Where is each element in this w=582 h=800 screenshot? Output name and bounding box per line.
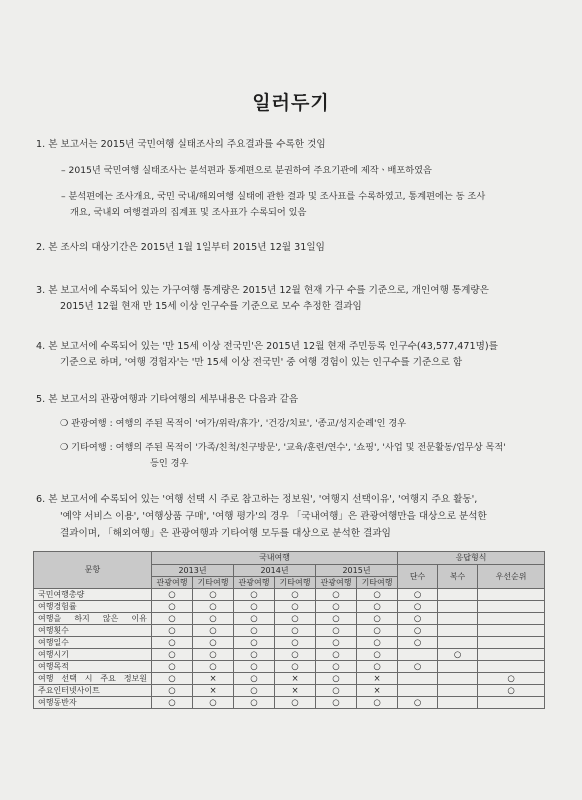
table-body xyxy=(34,589,545,709)
header-year-2015: 2015년 xyxy=(316,565,398,577)
row-label: 여행경험률 xyxy=(34,601,152,613)
table-cell: ○ xyxy=(193,613,234,625)
table-cell xyxy=(478,637,545,649)
table-cell xyxy=(438,637,478,649)
table-cell xyxy=(438,589,478,601)
table-cell: × xyxy=(193,685,234,697)
table-row xyxy=(34,637,545,649)
table-cell: ○ xyxy=(152,589,193,601)
table-row xyxy=(34,649,545,661)
item-3: 3. 본 보고서에 수록되어 있는 가구여행 통계량은 2015년 12월 현재 가구 수를 기준으로, 개인여행 통계량은 xyxy=(36,285,489,296)
table-cell: ○ xyxy=(234,637,275,649)
table-cell: ○ xyxy=(478,685,545,697)
item-6-cont-1: '예약 서비스 이용', '여행상품 구매', '여행 평가'의 경우 「국내여행」은 관광여행만을 대상으로 분석한 xyxy=(60,511,487,522)
table-cell: ○ xyxy=(316,637,357,649)
table-cell: ○ xyxy=(275,649,316,661)
table-cell xyxy=(398,685,438,697)
table-cell xyxy=(478,649,545,661)
item-5: 5. 본 보고서의 관광여행과 기타여행의 세부내용은 다음과 같음 xyxy=(36,394,299,405)
table-cell: ○ xyxy=(193,697,234,709)
table-cell xyxy=(438,613,478,625)
table-cell: ○ xyxy=(275,601,316,613)
table-cell: ○ xyxy=(193,625,234,637)
table-cell xyxy=(478,601,545,613)
table-cell: ○ xyxy=(152,697,193,709)
item-5-tour: ❍ 관광여행 : 여행의 주된 목적이 '여가/위락/휴가', '건강/치료', '종교/성지순례'인 경우 xyxy=(60,418,407,429)
row-label: 주요인터넷사이트 xyxy=(34,685,152,697)
header-other-2013: 기타여행 xyxy=(193,577,234,589)
table-cell: ○ xyxy=(316,649,357,661)
item-4: 4. 본 보고서에 수록되어 있는 '만 15세 이상 전국민'은 2015년 12월 현재 주민등록 인구수(43,577,471명)를 xyxy=(36,341,498,352)
header-response-format: 응답형식 xyxy=(398,552,545,565)
item-5-other-cont: 등인 경우 xyxy=(150,458,189,469)
table-cell xyxy=(438,601,478,613)
table-cell xyxy=(438,625,478,637)
table-cell: ○ xyxy=(398,613,438,625)
table-row xyxy=(34,601,545,613)
table-cell: ○ xyxy=(316,625,357,637)
table-cell: ○ xyxy=(357,637,398,649)
table-cell: ○ xyxy=(234,613,275,625)
table-cell: × xyxy=(275,673,316,685)
table-cell xyxy=(398,649,438,661)
table-cell: ○ xyxy=(234,601,275,613)
table-cell: ○ xyxy=(398,625,438,637)
table-cell: ○ xyxy=(398,661,438,673)
response-format-table xyxy=(33,551,545,709)
table-cell xyxy=(478,589,545,601)
table-row xyxy=(34,673,545,685)
table-cell: ○ xyxy=(398,589,438,601)
item-1-sub-2-cont: 개요, 국내외 여행결과의 집계표 및 조사표가 수록되어 있음 xyxy=(70,207,307,218)
table-cell: ○ xyxy=(316,673,357,685)
table-row xyxy=(34,613,545,625)
row-label: 여행목적 xyxy=(34,661,152,673)
table-row xyxy=(34,625,545,637)
table-cell: ○ xyxy=(234,673,275,685)
table-cell: ○ xyxy=(398,601,438,613)
table-cell: ○ xyxy=(193,649,234,661)
table-cell: ○ xyxy=(357,625,398,637)
table-cell: ○ xyxy=(152,661,193,673)
header-year-2014: 2014년 xyxy=(234,565,316,577)
header-other-2015: 기타여행 xyxy=(357,577,398,589)
row-label: 여행을 하지 않은 이유 xyxy=(34,613,152,625)
table-cell: ○ xyxy=(152,625,193,637)
header-other-2014: 기타여행 xyxy=(275,577,316,589)
table-cell: ○ xyxy=(357,601,398,613)
page-title: 일러두기 xyxy=(252,92,330,114)
table-cell xyxy=(478,625,545,637)
table-cell: ○ xyxy=(275,589,316,601)
table-cell: ○ xyxy=(316,685,357,697)
table-cell: × xyxy=(193,673,234,685)
table-cell: ○ xyxy=(275,697,316,709)
table-cell: ○ xyxy=(234,685,275,697)
table-cell: ○ xyxy=(357,697,398,709)
row-label: 여행동반자 xyxy=(34,697,152,709)
table-cell: ○ xyxy=(234,661,275,673)
table-cell: ○ xyxy=(152,601,193,613)
row-label: 여행일수 xyxy=(34,637,152,649)
table-cell: ○ xyxy=(234,697,275,709)
table-cell: ○ xyxy=(275,625,316,637)
row-label: 여행 선택 시 주요 정보원 xyxy=(34,673,152,685)
table-cell xyxy=(478,613,545,625)
table-cell xyxy=(478,697,545,709)
table-cell: × xyxy=(357,673,398,685)
table-cell xyxy=(438,673,478,685)
table-cell xyxy=(398,673,438,685)
header-question: 문항 xyxy=(34,552,152,589)
table-row xyxy=(34,685,545,697)
table-cell: ○ xyxy=(275,637,316,649)
row-label: 여행시기 xyxy=(34,649,152,661)
header-domestic: 국내여행 xyxy=(152,552,398,565)
table-cell: ○ xyxy=(316,661,357,673)
table-cell: ○ xyxy=(234,589,275,601)
table-cell: ○ xyxy=(478,673,545,685)
item-5-other: ❍ 기타여행 : 여행의 주된 목적이 '가족/친척/친구방문', '교육/훈련/연수', '쇼핑', '사업 및 전문활동/업무상 목적' xyxy=(60,442,506,453)
item-6: 6. 본 보고서에 수록되어 있는 '여행 선택 시 주로 참고하는 정보원', '여행지 선택이유', '여행지 주요 활동', xyxy=(36,494,478,505)
table-cell: ○ xyxy=(234,649,275,661)
table-cell: ○ xyxy=(275,661,316,673)
table-cell: ○ xyxy=(152,637,193,649)
item-6-cont-2: 결과이며, 「해외여행」은 관광여행과 기타여행 모두를 대상으로 분석한 결과임 xyxy=(60,528,391,539)
table-row xyxy=(34,697,545,709)
table-cell xyxy=(438,697,478,709)
table-cell: ○ xyxy=(316,589,357,601)
table-cell: × xyxy=(357,685,398,697)
table-cell xyxy=(438,661,478,673)
header-single: 단수 xyxy=(398,565,438,589)
table-cell: ○ xyxy=(193,661,234,673)
header-tour-2015: 관광여행 xyxy=(316,577,357,589)
table-cell: ○ xyxy=(234,625,275,637)
table-cell: ○ xyxy=(152,613,193,625)
table-row xyxy=(34,661,545,673)
table-cell: ○ xyxy=(152,649,193,661)
table-cell: ○ xyxy=(193,637,234,649)
table-cell: ○ xyxy=(193,601,234,613)
table-cell xyxy=(438,685,478,697)
item-3-cont: 2015년 12월 현재 만 15세 이상 인구수를 기준으로 모수 추정한 결과임 xyxy=(60,301,362,312)
table-cell: ○ xyxy=(357,649,398,661)
table-cell xyxy=(478,661,545,673)
table-cell: ○ xyxy=(316,697,357,709)
header-tour-2014: 관광여행 xyxy=(234,577,275,589)
header-priority: 우선순위 xyxy=(478,565,545,589)
item-1-sub-2: – 분석편에는 조사개요, 국민 국내/해외여행 실태에 관한 결과 및 조사표를 수록하였고, 통계편에는 동 조사 xyxy=(61,191,486,202)
table-cell: ○ xyxy=(275,613,316,625)
table-cell: ○ xyxy=(316,601,357,613)
table-row xyxy=(34,589,545,601)
table-cell: ○ xyxy=(152,685,193,697)
header-multiple: 복수 xyxy=(438,565,478,589)
item-1: 1. 본 보고서는 2015년 국민여행 실태조사의 주요결과를 수록한 것임 xyxy=(36,139,326,150)
header-tour-2013: 관광여행 xyxy=(152,577,193,589)
table-cell: ○ xyxy=(398,697,438,709)
row-label: 여행횟수 xyxy=(34,625,152,637)
row-label: 국민여행총량 xyxy=(34,589,152,601)
table-cell: ○ xyxy=(438,649,478,661)
table-cell: × xyxy=(275,685,316,697)
table-cell: ○ xyxy=(357,661,398,673)
table-cell: ○ xyxy=(357,589,398,601)
item-4-cont: 기준으로 하며, '여행 경험자'는 '만 15세 이상 전국민' 중 여행 경험이 있는 인구수를 기준으로 함 xyxy=(60,357,463,368)
table-cell: ○ xyxy=(152,673,193,685)
item-1-sub-1: – 2015년 국민여행 실태조사는 분석편과 통계편으로 분권하여 주요기관에 제작ㆍ배포하였음 xyxy=(61,165,432,176)
item-2: 2. 본 조사의 대상기간은 2015년 1월 1일부터 2015년 12월 31일임 xyxy=(36,242,325,253)
table-cell: ○ xyxy=(357,613,398,625)
header-year-2013: 2013년 xyxy=(152,565,234,577)
table-cell: ○ xyxy=(316,613,357,625)
table-cell: ○ xyxy=(193,589,234,601)
table-cell: ○ xyxy=(398,637,438,649)
